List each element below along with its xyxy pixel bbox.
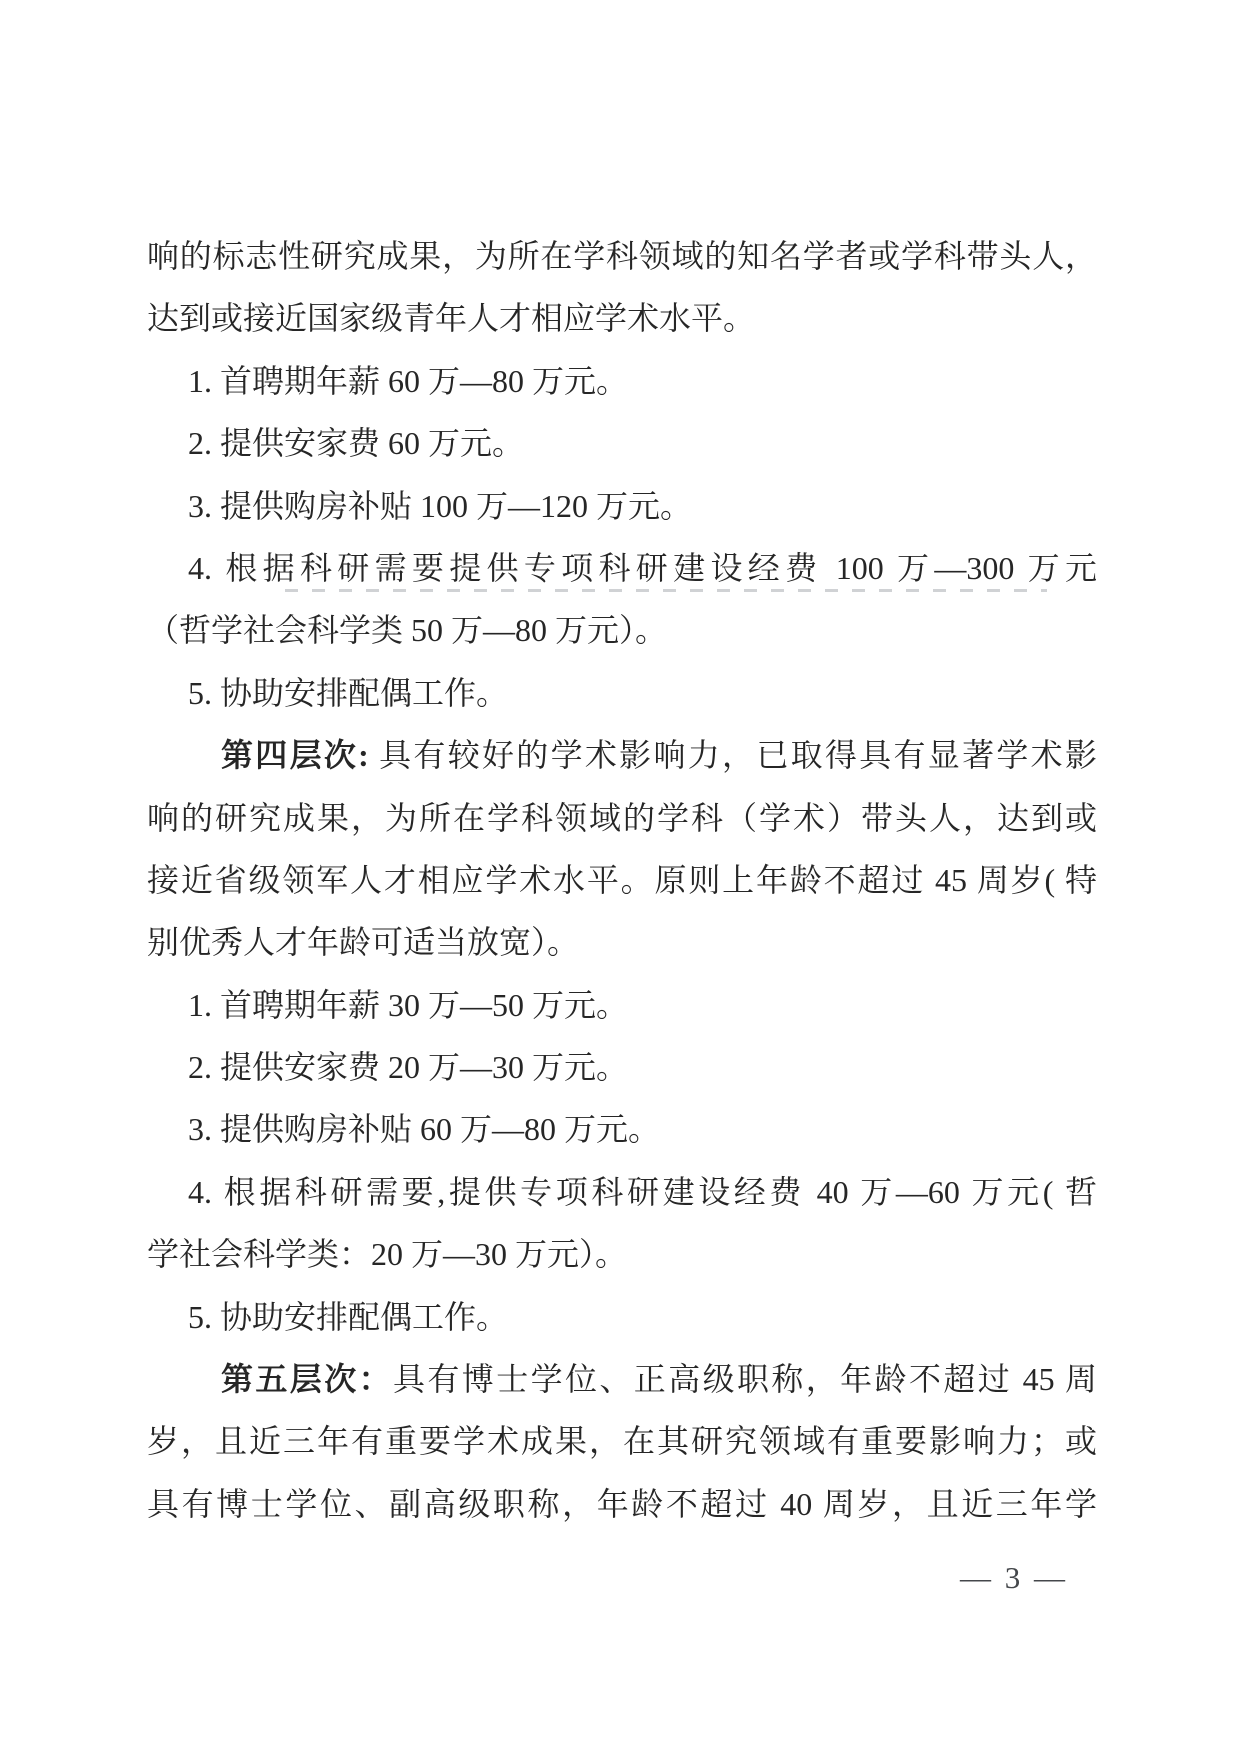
paragraph-level-four-first-line: [147, 724, 1097, 786]
list-item: 3. 提供购房补贴 100 万—120 万元。: [188, 487, 693, 524]
scan-artifact-dashes: [285, 589, 1047, 592]
list-item: 4. 根据科研需要提供专项科研建设经费 100 万—300 万元: [188, 549, 1097, 586]
text-line: 响的研究成果，为所在学科领域的学科（学术）带头人，达到或: [147, 799, 1097, 836]
text-run: 具有较好的学术影响力，已取得具有显著学术影: [368, 737, 1097, 774]
list-item: 1. 首聘期年薪 30 万—50 万元。: [188, 986, 629, 1023]
text-run: 具有博士学位、正高级职称，年龄不超过 45 周: [393, 1361, 1097, 1398]
text-line: 学社会科学类：20 万—30 万元）。: [147, 1236, 628, 1273]
list-item: 1. 首聘期年薪 60 万—80 万元。: [188, 362, 629, 399]
level-four-heading: 第四层次:: [221, 737, 369, 774]
page-number: — 3 —: [960, 1560, 1068, 1595]
list-item: 5. 协助安排配偶工作。: [188, 674, 509, 711]
list-item: 2. 提供安家费 60 万元。: [188, 425, 525, 462]
text-line: 别优秀人才年龄可适当放宽）。: [147, 924, 580, 961]
text-line: 响的标志性研究成果，为所在学科领域的知名学者或学科带头人，: [147, 238, 1097, 274]
list-item: 4. 根据科研需要,提供专项科研建设经费 40 万—60 万元( 哲: [188, 1173, 1097, 1210]
list-item: 5. 协助安排配偶工作。: [188, 1298, 509, 1335]
list-item: 3. 提供购房补贴 60 万—80 万元。: [188, 1111, 661, 1148]
level-five-heading: 第五层次：: [221, 1361, 393, 1398]
text-line: 接近省级领军人才相应学术水平。原则上年龄不超过 45 周岁( 特: [147, 861, 1097, 898]
paragraph-level-five-first-line: [147, 1348, 1097, 1410]
text-line: （哲学社会科学类 50 万—80 万元）。: [147, 612, 668, 649]
list-item: 2. 提供安家费 20 万—30 万元。: [188, 1049, 629, 1086]
text-line: 具有博士学位、副高级职称，年龄不超过 40 周岁，且近三年学: [147, 1485, 1097, 1522]
text-line: 岁，且近三年有重要学术成果，在其研究领域有重要影响力；或: [147, 1423, 1097, 1460]
text-line: 达到或接近国家级青年人才相应学术水平。: [147, 300, 756, 337]
document-body: [147, 225, 1097, 1535]
